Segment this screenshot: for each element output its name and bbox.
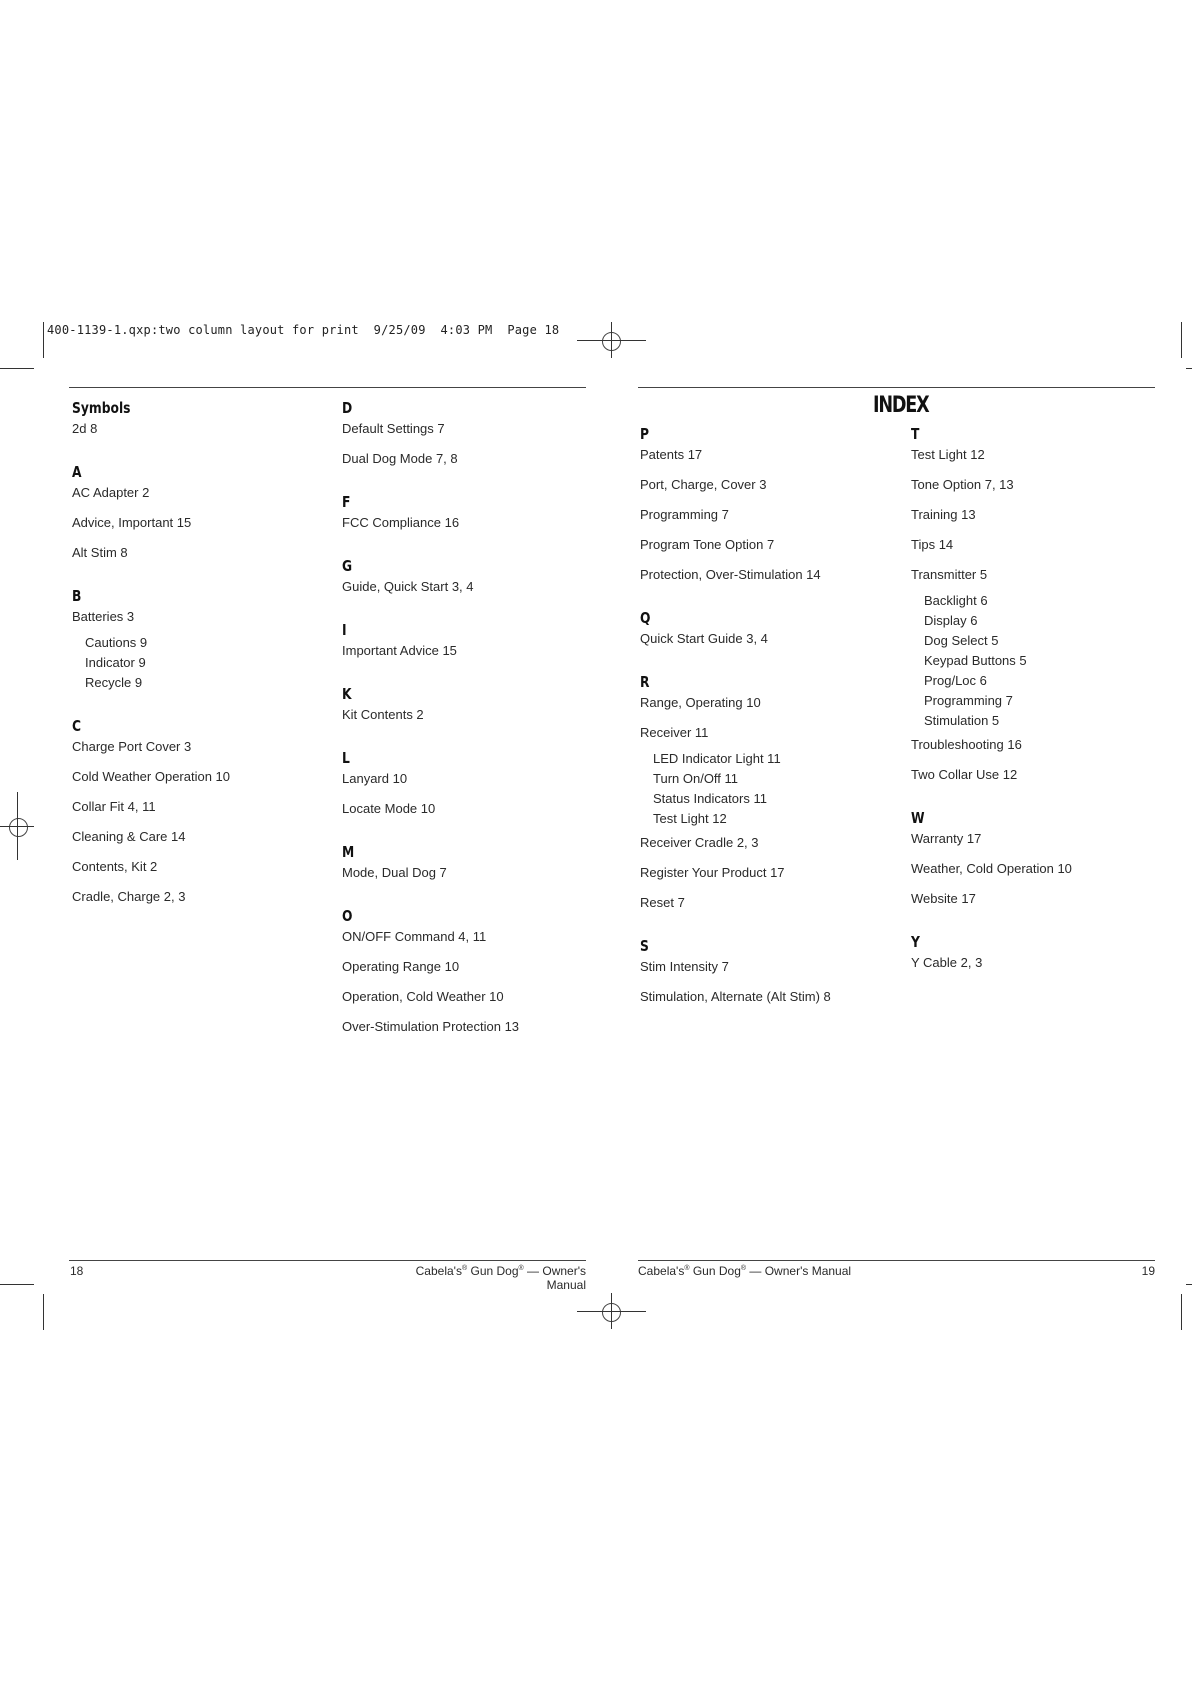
index-entry: Charge Port Cover 3 — [72, 739, 192, 754]
page-number-right: 19 — [1141, 1264, 1155, 1278]
index-entry: Locate Mode 10 — [342, 801, 436, 816]
index-letter-heading: W — [911, 809, 925, 827]
crop-mark — [1181, 1294, 1182, 1330]
index-entry: Two Collar Use 12 — [911, 767, 1018, 782]
registration-mark-left — [17, 792, 18, 860]
registration-mark-left — [9, 818, 28, 837]
index-entry: Default Settings 7 — [342, 421, 445, 436]
index-entry: Stimulation, Alternate (Alt Stim) 8 — [640, 989, 831, 1004]
footer-brand: Cabela's — [415, 1264, 462, 1278]
index-subentry: Display 6 — [924, 613, 978, 628]
index-entry: Mode, Dual Dog 7 — [342, 865, 447, 880]
index-letter-heading: I — [342, 621, 347, 639]
index-entry: Receiver 11 — [640, 725, 709, 740]
index-entry: Tips 14 — [911, 537, 954, 552]
crop-mark — [43, 322, 44, 358]
index-entry: Cleaning & Care 14 — [72, 829, 186, 844]
index-letter-heading: T — [911, 425, 920, 443]
index-subentry: Stimulation 5 — [924, 713, 1000, 728]
crop-mark — [1186, 368, 1192, 369]
index-entry: Over-Stimulation Protection 13 — [342, 1019, 520, 1034]
index-letter-heading: O — [342, 907, 353, 925]
footer-brand: Cabela's — [638, 1264, 685, 1278]
index-entry: FCC Compliance 16 — [342, 515, 460, 530]
index-letter-heading: L — [342, 749, 350, 767]
footer-title-right — [638, 1264, 851, 1278]
index-column-1 — [72, 399, 327, 919]
index-entry: Register Your Product 17 — [640, 865, 785, 880]
index-entry: Programming 7 — [640, 507, 729, 522]
index-title: INDEX — [873, 393, 929, 418]
index-subentry: Keypad Buttons 5 — [924, 653, 1027, 668]
crop-mark — [0, 368, 34, 369]
index-letter-heading: R — [640, 673, 650, 691]
index-column-4 — [911, 425, 1166, 985]
index-entry: Range, Operating 10 — [640, 695, 761, 710]
index-entry: Warranty 17 — [911, 831, 982, 846]
index-entry: Lanyard 10 — [342, 771, 408, 786]
registered-mark: ® — [740, 1265, 747, 1272]
index-subentry: Programming 7 — [924, 693, 1013, 708]
index-entry: Patents 17 — [640, 447, 703, 462]
index-entry: Weather, Cold Operation 10 — [911, 861, 1072, 876]
index-entry: Advice, Important 15 — [72, 515, 192, 530]
index-column-3 — [640, 425, 895, 1019]
page-number-left: 18 — [70, 1264, 84, 1278]
index-entry: Receiver Cradle 2, 3 — [640, 835, 759, 850]
index-entry: Important Advice 15 — [342, 643, 457, 658]
index-entry: Program Tone Option 7 — [640, 537, 775, 552]
index-letter-heading: K — [342, 685, 352, 703]
index-entry: Troubleshooting 16 — [911, 737, 1022, 752]
index-entry: AC Adapter 2 — [72, 485, 150, 500]
index-entry: Cradle, Charge 2, 3 — [72, 889, 186, 904]
index-subentry: Test Light 12 — [653, 811, 727, 826]
index-letter-heading: P — [640, 425, 650, 443]
index-letter-heading: M — [342, 843, 355, 861]
index-entry: Transmitter 5 — [911, 567, 988, 582]
index-letter-heading: Y — [911, 933, 920, 951]
registered-mark: ® — [461, 1265, 468, 1272]
index-entry: Collar Fit 4, 11 — [72, 799, 156, 814]
footer-title-left — [380, 1264, 586, 1292]
index-entry: Alt Stim 8 — [72, 545, 128, 560]
index-entry: Reset 7 — [640, 895, 685, 910]
registered-mark: ® — [684, 1265, 690, 1272]
index-letter-heading: Q — [640, 609, 651, 627]
header-rule-right — [638, 387, 1155, 388]
index-subentry: Prog/Loc 6 — [924, 673, 987, 688]
crop-mark — [0, 1284, 34, 1285]
index-letter-heading: G — [342, 557, 353, 575]
crop-mark — [1181, 322, 1182, 358]
registered-mark: ® — [518, 1265, 524, 1272]
index-subentry: Indicator 9 — [85, 655, 146, 670]
footer-suffix: — Owner's Manual — [749, 1264, 852, 1278]
index-subentry: LED Indicator Light 11 — [653, 751, 781, 766]
index-entry: Cold Weather Operation 10 — [72, 769, 231, 784]
index-entry: Batteries 3 — [72, 609, 135, 624]
index-entry: Website 17 — [911, 891, 976, 906]
footer-rule-right — [638, 1260, 1155, 1261]
index-entry: Quick Start Guide 3, 4 — [640, 631, 768, 646]
index-letter-heading: A — [72, 463, 82, 481]
index-entry: Contents, Kit 2 — [72, 859, 158, 874]
index-letter-heading: Symbols — [72, 399, 131, 417]
index-entry: Test Light 12 — [911, 447, 985, 462]
index-entry: Dual Dog Mode 7, 8 — [342, 451, 458, 466]
index-letter-heading: D — [342, 399, 353, 417]
footer-product: Gun Dog — [470, 1264, 519, 1278]
index-entry: Operation, Cold Weather 10 — [342, 989, 504, 1004]
index-entry: Y Cable 2, 3 — [911, 955, 983, 970]
registration-mark-bottom — [611, 1293, 612, 1329]
index-letter-heading: S — [640, 937, 649, 955]
index-entry: ON/OFF Command 4, 11 — [342, 929, 487, 944]
index-subentry: Turn On/Off 11 — [653, 771, 739, 786]
index-entry: Kit Contents 2 — [342, 707, 424, 722]
index-subentry: Dog Select 5 — [924, 633, 999, 648]
index-entry: Port, Charge, Cover 3 — [640, 477, 767, 492]
index-column-2 — [342, 399, 597, 1049]
footer-rule-left — [69, 1260, 586, 1261]
registration-mark-top — [611, 322, 612, 358]
index-entry: Training 13 — [911, 507, 976, 522]
index-subentry: Backlight 6 — [924, 593, 988, 608]
index-entry: Protection, Over-Stimulation 14 — [640, 567, 821, 582]
index-letter-heading: C — [72, 717, 82, 735]
index-entry: Tone Option 7, 13 — [911, 477, 1014, 492]
index-entry: 2d 8 — [72, 421, 98, 436]
footer-product: Gun Dog — [692, 1264, 741, 1278]
footer-suffix: — Owner's Manual — [527, 1264, 586, 1292]
index-subentry: Recycle 9 — [85, 675, 143, 690]
index-entry: Stim Intensity 7 — [640, 959, 729, 974]
crop-mark — [43, 1294, 44, 1330]
index-letter-heading: B — [72, 587, 82, 605]
index-subentry: Status Indicators 11 — [653, 791, 767, 806]
index-entry: Operating Range 10 — [342, 959, 460, 974]
index-subentry: Cautions 9 — [85, 635, 148, 650]
index-entry: Guide, Quick Start 3, 4 — [342, 579, 474, 594]
slug-line: 400-1139-1.qxp:two column layout for print 9/25/09 4:03 PM Page 18 — [47, 323, 560, 337]
header-rule-left — [69, 387, 586, 388]
crop-mark — [1186, 1284, 1192, 1285]
index-letter-heading: F — [342, 493, 351, 511]
